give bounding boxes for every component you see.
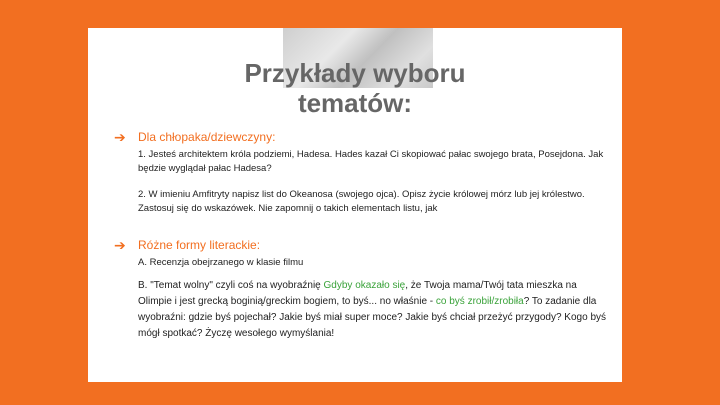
task-2-text: 2. W imieniu Amfitryty napisz list do Okeanosa (swojego ojca). Opisz życie królowej mórz lub jej królestwo. Zastosuj się do wskazówek. Nie zapomnij o takich elementach listu, jak <box>138 189 585 214</box>
section-heading: Różne formy literackie: <box>138 238 261 252</box>
section-heading: Dla chłopaka/dziewczyny: <box>138 130 276 144</box>
arrow-icon: ➔ <box>114 129 126 145</box>
title-line-1: Przykłady wyboru <box>244 58 466 88</box>
title-line-2: tematów: <box>297 88 413 118</box>
slide-card <box>88 28 622 382</box>
task-b-part-1: B. "Temat wolny" czyli coś na wyobraźnię <box>138 280 324 291</box>
slide-title <box>88 58 622 118</box>
arrow-icon: ➔ <box>114 237 126 253</box>
task-b-part-2: , że Twoja mama/Twój tata mieszka na Olimpie i jest grecką boginią/greckim bogiem, to byś... no właśnie - <box>138 280 577 307</box>
task-b-text <box>138 278 608 342</box>
section-boy-girl <box>114 129 608 216</box>
section-literary-forms <box>114 237 608 342</box>
task-b-highlight-2: co byś zrobił/zrobiła <box>435 296 524 307</box>
task-b-highlight-1: Gdyby okazało się <box>323 280 406 291</box>
task-a-text: A. Recenzja obejrzanego w klasie filmu <box>138 257 304 268</box>
task-b-part-3: ? To zadanie dla wyobraźni: gdzie byś pojechał? Jakie byś miał super moce? Jakie byś chciał przeżyć przygody? Kogo byś mógł spotkać? Życzę wesołego wymyślania! <box>138 296 607 339</box>
task-1-text: 1. Jesteś architektem króla podziemi, Hadesa. Hades kazał Ci skopiować pałac swojego brata, Posejdona. Jak będzie wyglądał pałac Hadesa? <box>138 149 604 174</box>
